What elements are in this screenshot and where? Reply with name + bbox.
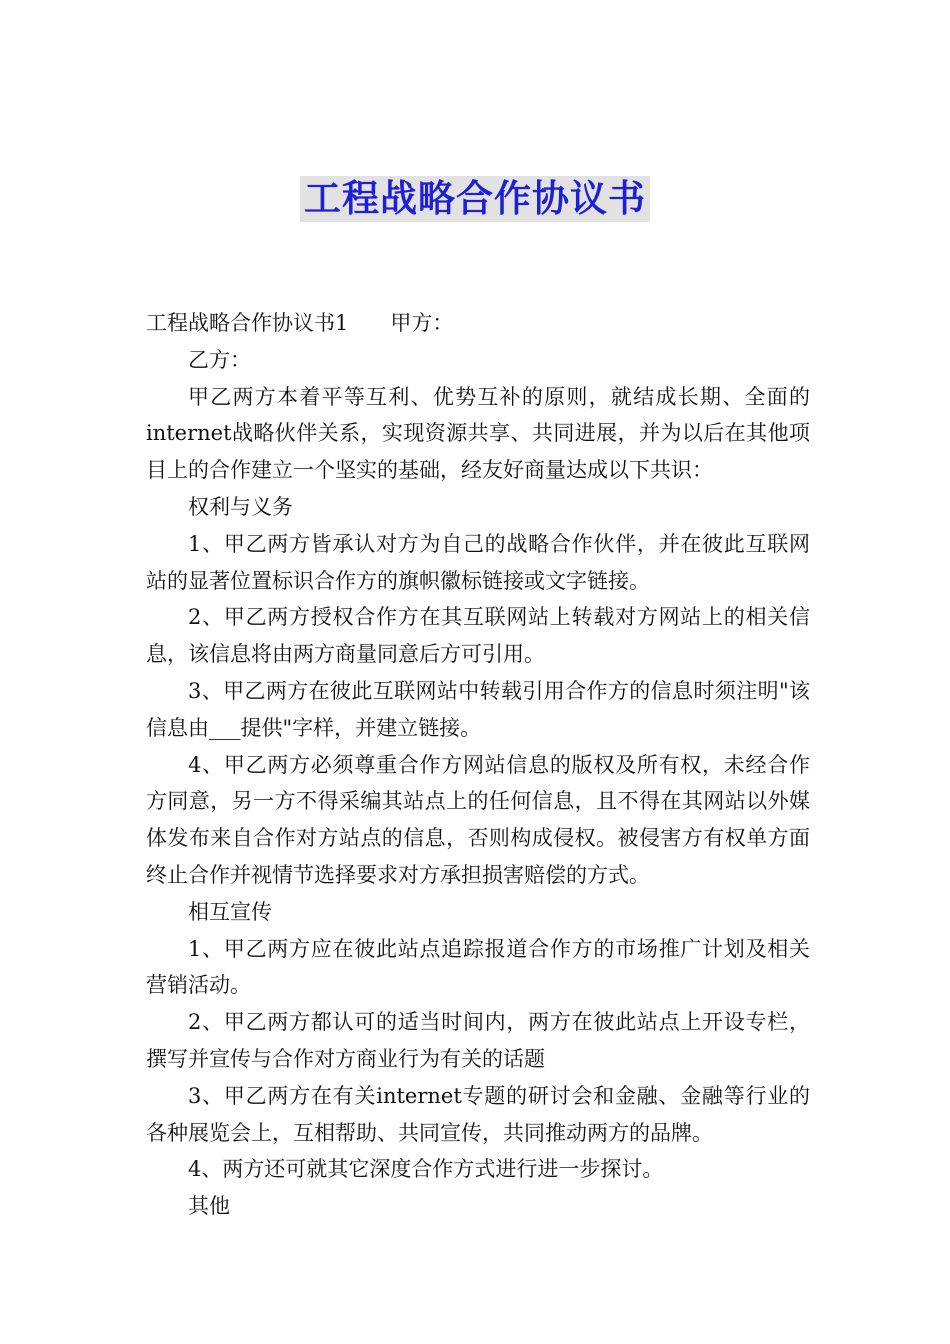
- section-heading-other: 其他: [188, 1194, 230, 1219]
- paragraph-rights-3: 3、甲乙两方在彼此互联网站中转载引用合作方的信息时须注明"该信息由___提供"字样，并建立链接。: [146, 678, 810, 740]
- paragraph-promotion-2: 2、甲乙两方都认可的适当时间内，两方在彼此站点上开设专栏，撰写并宣传与合作对方商业行为有关的话题: [146, 1010, 810, 1071]
- section-heading-rights: 权利与义务: [188, 494, 293, 519]
- heading-line: [146, 305, 810, 342]
- document-body: [146, 305, 810, 1225]
- heading-line-title: 工程战略合作协议书1: [146, 311, 349, 335]
- paragraph-rights-1: 1、甲乙两方皆承认对方为自己的战略合作伙伴，并在彼此互联网站的显著位置标识合作方的旗帜徽标链接或文字链接。: [146, 531, 810, 593]
- paragraph-promotion-4: 4、两方还可就其它深度合作方式进行进一步探讨。: [188, 1157, 664, 1182]
- paragraph-preamble: 甲乙两方本着平等互利、优势互补的原则，就结成长期、全面的internet战略伙伴关系，实现资源共享、共同进展，并为以后在其他项目上的合作建立一个坚实的基础，经友好商量达成以下共识：: [146, 384, 810, 483]
- heading-line-party-a: 甲方：: [390, 311, 454, 335]
- paragraph-rights-2: 2、甲乙两方授权合作方在其互联网站上转载对方网站上的相关信息，该信息将由两方商量同意后方可引用。: [146, 605, 810, 667]
- section-heading-promotion: 相互宣传: [188, 899, 272, 924]
- paragraph-party-b: 乙方：: [188, 347, 251, 372]
- document-title: 工程战略合作协议书: [300, 176, 650, 222]
- paragraph-rights-4: 4、甲乙两方必须尊重合作方网站信息的版权及所有权，未经合作方同意，另一方不得采编其站点上的任何信息，且不得在其网站以外媒体发布来自合作对方站点的信息，否则构成侵权。被侵害方有权单方面终止合作并视情节选择要求对方承担损害赔偿的方式。: [146, 752, 810, 887]
- paragraph-promotion-1: 1、甲乙两方应在彼此站点追踪报道合作方的市场推广计划及相关营销活动。: [146, 936, 810, 998]
- title-container: [0, 176, 950, 222]
- paragraph-promotion-3: 3、甲乙两方在有关internet专题的研讨会和金融、金融等行业的各种展览会上，互相帮助、共同宣传，共同推动两方的品牌。: [146, 1083, 810, 1145]
